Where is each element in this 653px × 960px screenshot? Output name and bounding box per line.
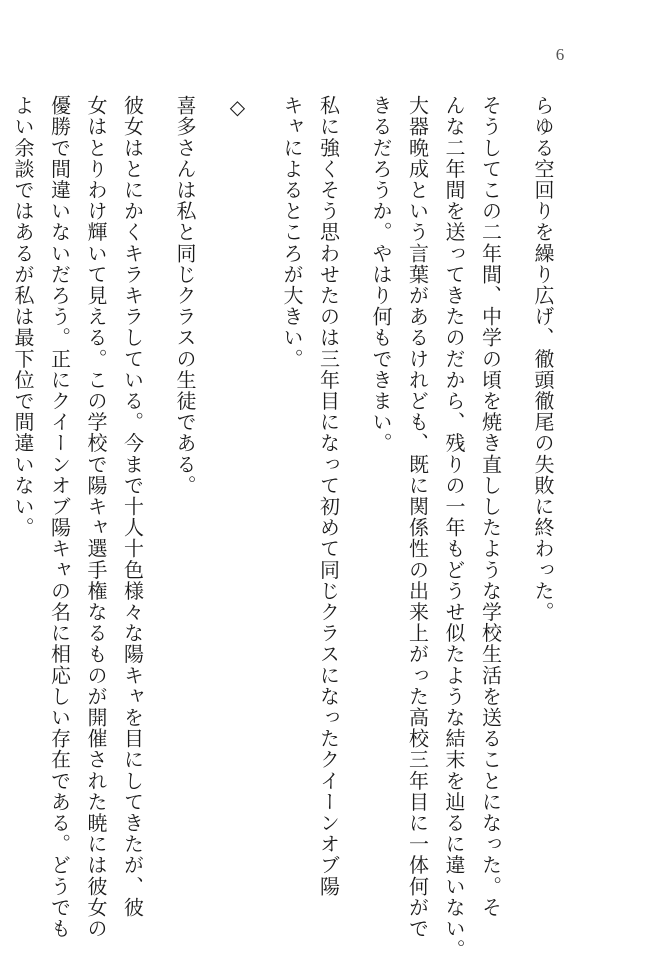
paragraph-start-line: 私に強くそう思わせたのは三年目になって初めて同じクラスになったクイーンオブ陽 xyxy=(316,95,341,897)
text-line: んな二年間を送ってきたのだから、残りの一年もどうせ似たような結末を辿るに違いない。 xyxy=(442,95,466,960)
paragraph-start-line xyxy=(0,95,5,835)
text-line: キャによるところが大きい。 xyxy=(280,95,304,370)
page-number: 6 xyxy=(555,45,565,64)
paragraph-start-line: 彼女はとにかくキラキラしている。今まで十人十色様々な陽キャを目にしてきたが、彼 xyxy=(120,95,145,918)
text-line: 大器晩成という言葉があるけれども、既に関係性の出来上がった高校三年目に一体何がで xyxy=(405,95,430,939)
text-line: きるだろうか。やはり何もできまい。 xyxy=(369,95,393,454)
scene-break-diamond: ◇ xyxy=(225,95,250,121)
vertical-text-body xyxy=(0,95,561,960)
text-line: 女はとりわけ輝いて見える。この学校で陽キャ選手権なるものが開催された暁には彼女の xyxy=(84,95,108,939)
text-line: よい余談ではあるが私は最下位で間違いない。 xyxy=(11,95,35,539)
paragraph-start-line: 喜多さんは私と同じクラスの生徒である。 xyxy=(173,95,197,496)
paragraph-start-line: そうしてこの二年間、中学の頃を焼き直ししたような学校生活を送ることになった。そ xyxy=(478,95,503,918)
text-line: 優勝で間違いないだろう。正にクイーンオブ陽キャの名に相応しい存在である。どうでも xyxy=(47,95,72,939)
text-line: らゆる空回りを繰り広げ、徹頭徹尾の失敗に終わった。 xyxy=(531,95,555,623)
